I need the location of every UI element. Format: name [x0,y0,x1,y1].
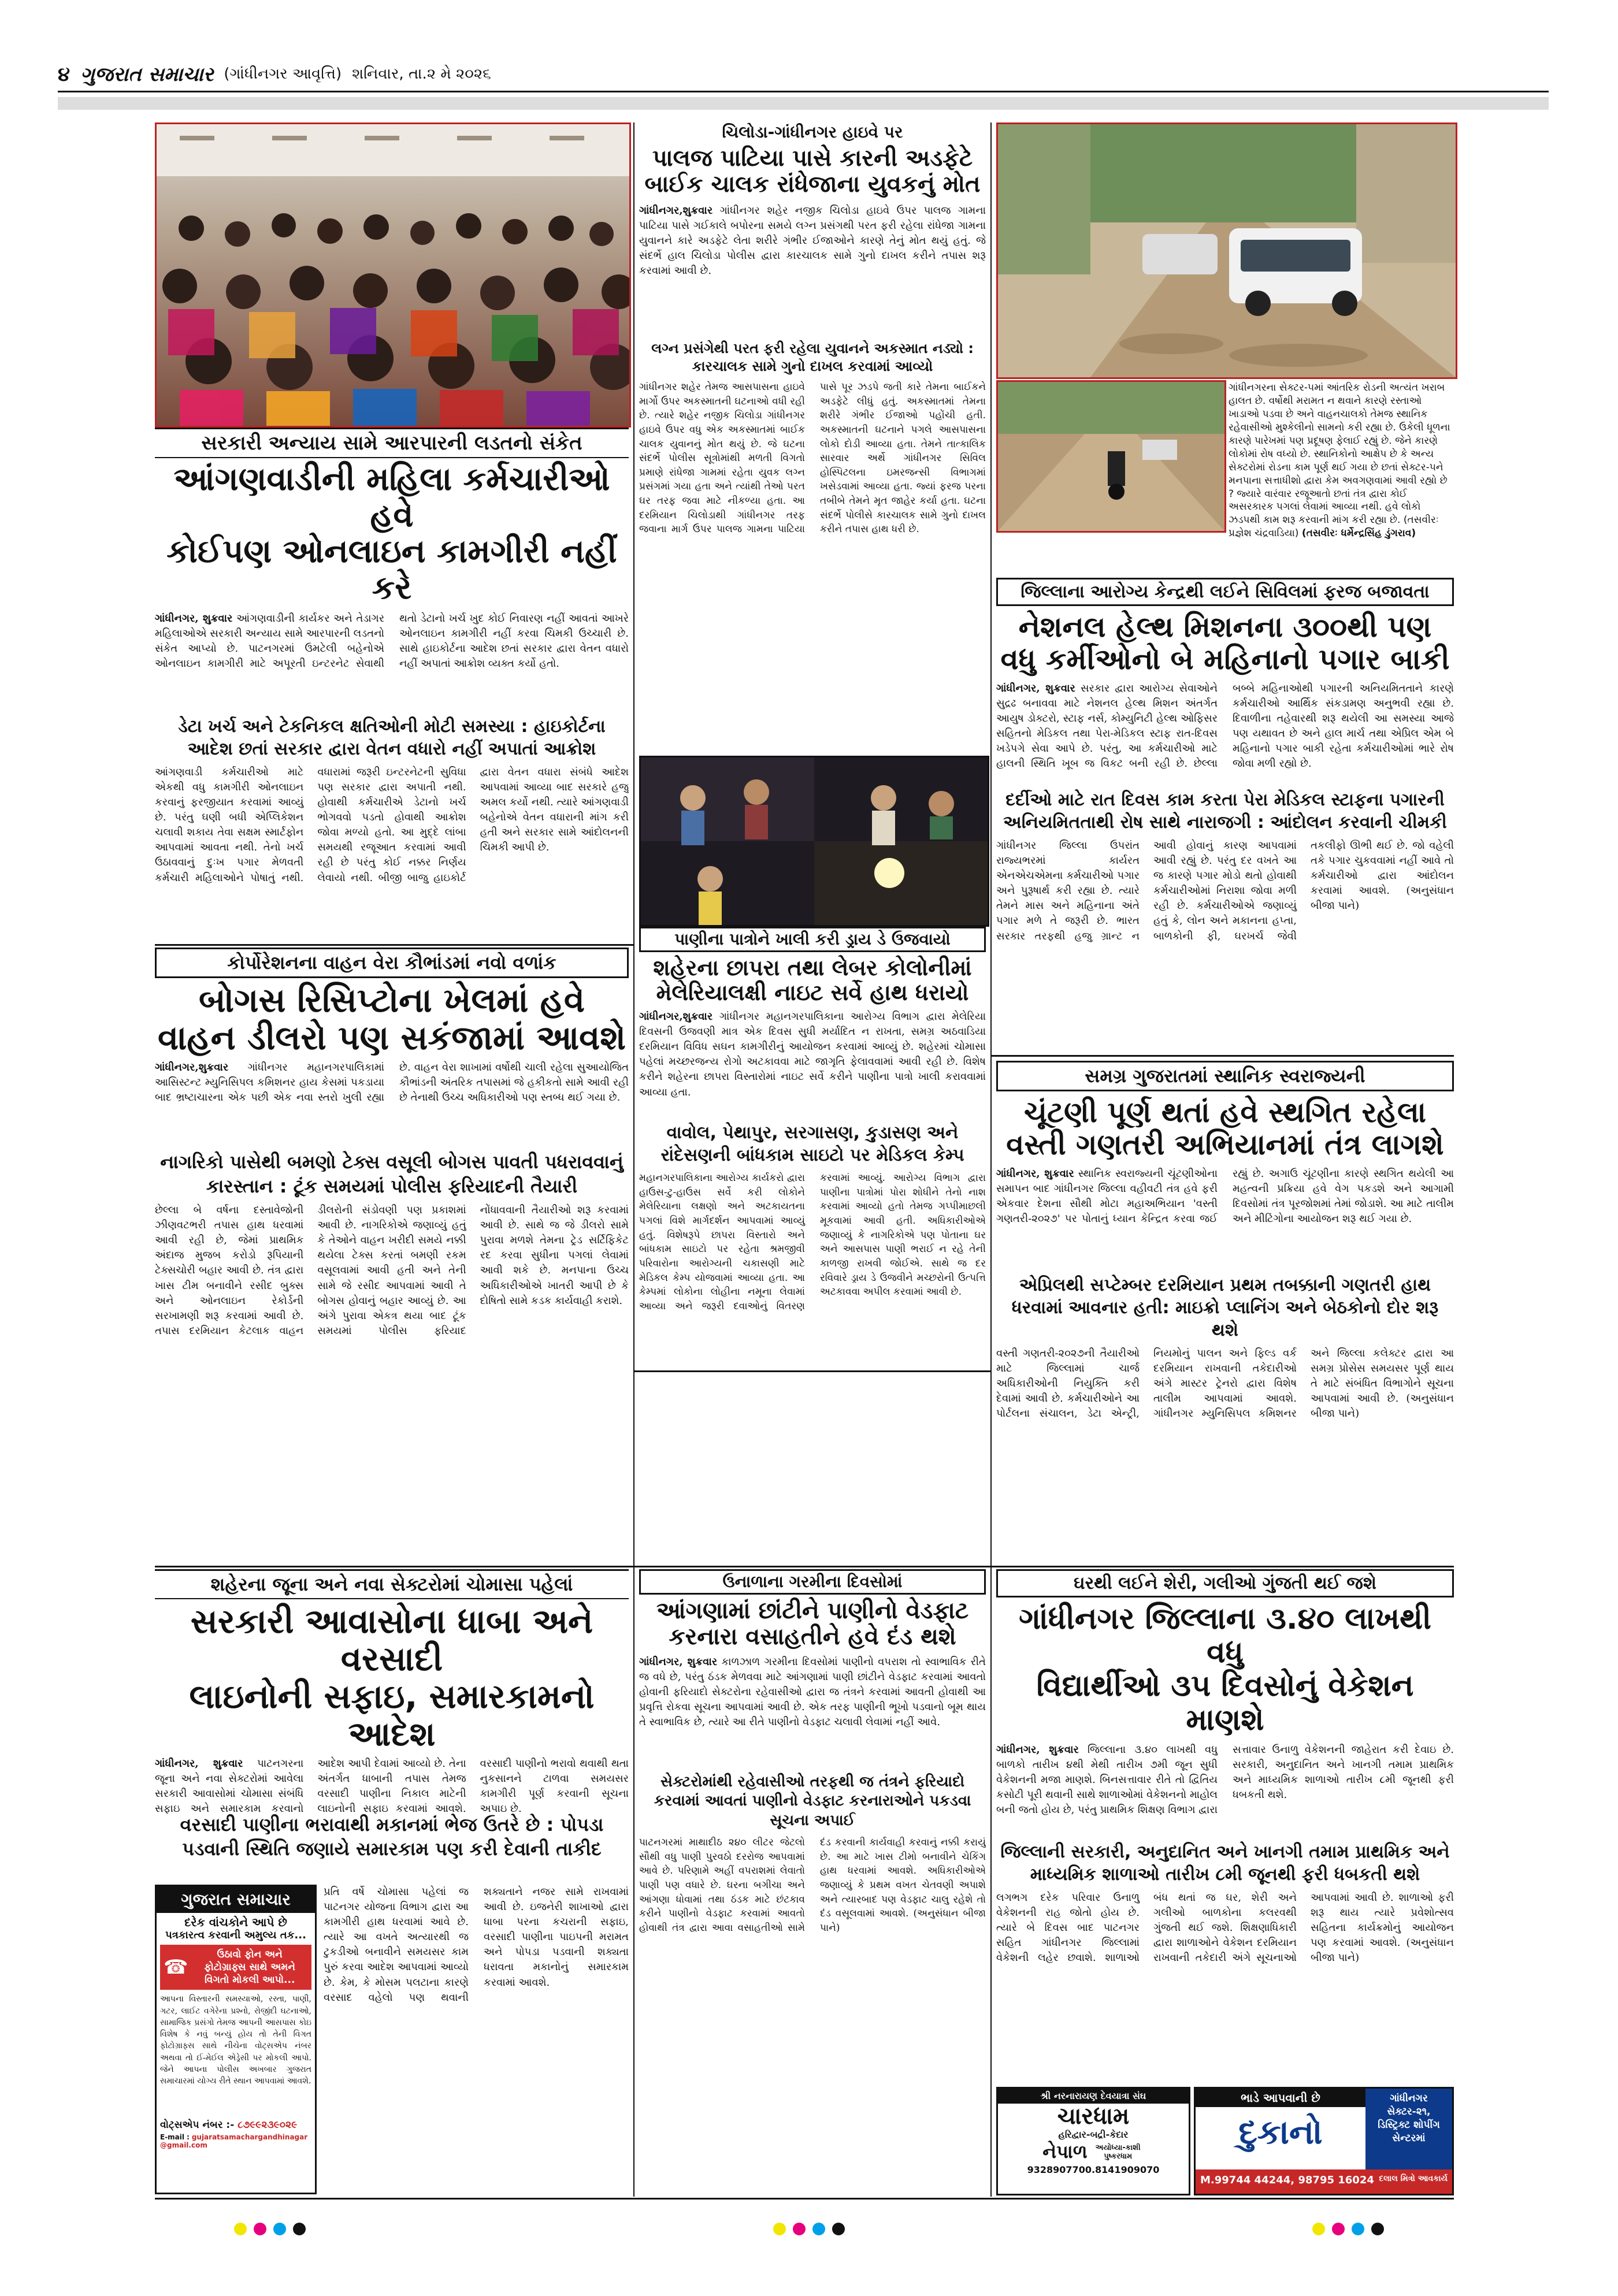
registration-dot [793,2223,806,2235]
promo-box [155,1885,317,2194]
anganwadi-subhead: ડેટા ખર્ચ અને ટેકનિકલ ક્ષતિઓની મોટી સમસ્યા : હાઇકોર્ટના આદેશ છતાં સરકાર દ્વારા વેતન વધારો નહીં અપાતાં આક્રોશ [178,716,606,759]
accident-headline-2: બાઈક ચાલક રાંધેજાના યુવકનું મોત [644,170,981,198]
malaria-headline-1: શહેરના છાપરા તથા લેબર કોલોનીમાં [653,955,972,980]
housing-subhead-block [155,1813,629,1882]
column-rule [990,122,992,2197]
promo-body: આપના વિસ્તારની સમસ્યાઓ, રસ્તા, પાણી, ગટર, લાઈટ વગેરેના પ્રશ્નો, રોજીંદી ઘટનાઓ, સામાજિક પ્રસંગો તેમજ આપની આસપાસ કોઇ વિશેષ કે નવું બન્યું હોય તો તેની વિગત ફોટોગ્રાફ્સ સાથે નીચેના વોટ્સએપ નંબર અથવા તો ઈ-મેઈલ એડ્રેસી પર મોકલી આપો. જેને આપના પોલીસ અખબાર ગુજરાત સમાચારમાં યોગ્ય રીતે સ્થાન આપવામાં આવશે. [160,1994,311,2086]
registration-dots-left [231,2223,309,2238]
malaria-story [639,927,986,1366]
shops-location-1: ગાંધીનગર [1390,2093,1428,2104]
promo-whatsapp-label: વોટ્સએપ નંબર :- [160,2119,235,2131]
water-headline-1: આંગણામાં છાંટીને પાણીનો વેડફાટ [656,1597,969,1624]
census-kicker: સમગ્ર ગુજરાતમાં સ્થાનિક સ્વરાજ્યની [996,1061,1454,1091]
shops-location-2: સેક્ટર-૨૧, [1387,2105,1431,2117]
census-body-2: વસ્તી ગણતરી-૨૦૨૭ની તૈયારીઓ માટે જિલ્લામાં ચાર્જ અધિકારીઓની નિયુક્તિ કરી દેવામાં આવી છે. કર્મચારીઓને આ પોર્ટલના સંચાલન, ડેટા એન્ટ્રી, નિયમોનું પાલન અને ફિલ્ડ વર્ક દરમિયાન રાખવાની તકેદારીઓ અંગે માસ્ટર ટ્રેનરો દ્વારા વિશેષ તાલીમ આપવામાં આવશે. ગાંધીનગર મ્યુનિસિપલ કમિશનર અને જિલ્લા કલેક્ટર દ્વારા આ સમગ્ર પ્રોસેસ સમયસર પૂર્ણ થાય તે માટે સંબંધિત વિભાગોને સૂચના આપવામાં આવી છે. (અનુસંધાન બીજા પાને) [996,1347,1454,1420]
census-body: સ્થાનિક સ્વરાજ્યની ચૂંટણીઓના સમાપન બાદ ગાંધીનગર જિલ્લા વહીવટી તંત્ર હવે ફરી એકવાર દેશના સૌથી મોટા મહાઅભિયાન 'વસ્તી ગણતરી-૨૦૨૭' પર પોતાનું ધ્યાન કેન્દ્રિત કરવા જઈ રહ્યું છે. અગાઉ ચૂંટણીના કારણે સ્થગિત થયેલી આ મહત્વની પ્રક્રિયા હવે વેગ પકડશે અને આગામી દિવસોમાં તંત્ર પૂરજોશમાં તેમાં જોડાશે. આ માટે તાલીમ અને મીટિંગોના આયોજન શરૂ થઈ ગયા છે. [996,1168,1454,1225]
shops-note: દલાલ મિત્રો આવકાર્ય [1379,2174,1448,2183]
promo-call-box [160,1945,311,1990]
section-rule [155,944,633,946]
nhm-body-2: ગાંધીનગર જિલ્લા ઉપરાંત રાજ્યભરમાં કાર્યરત એનએચએમના કર્મચારીઓ પગાર અને પુરૂષાર્થ કરી રહ્યા છે. ત્યારે તેમને માસ અને મહિનાના અંતે પગાર મળે તે જરૂરી છે. ભારત સરકાર તરફથી હજુ ગ્રાન્ટ ન આવી હોવાનું કારણ આપવામાં આવી રહ્યું છે. પરંતુ દર વખતે આ જ કારણે પગાર મોડો થતો હોવાથી કર્મચારીઓમાં નિરાશા જોવા મળી રહી છે. કર્મચારીઓએ જણાવ્યું હતું કે, લોન અને મકાનના હપ્તા, બાળકોની ફી, ઘરખર્ચ જેવી તકલીફો ઊભી થઈ છે. જો વહેલી તકે પગાર ચુકવવામાં નહીં આવે તો કર્મચારીઓ દ્વારા આંદોલન કરવામાં આવશે. (અનુસંધાન બીજા પાને) [996,839,1454,942]
malaria-body: ગાંધીનગર મહાનગરપાલિકાના આરોગ્ય વિભાગ દ્વારા મેલેરિયા દિવસની ઉજવણી માત્ર એક દિવસ સુધી મર્યાદિત ન રાખતા, સમગ્ર અઠવાડિયા દરમિયાન વિવિધ સઘન કામગીરીનું આયોજન કરવામાં આવ્યું છે. શહેરમાં ચોમાસા પહેલાં મચ્છરજન્ય રોગો અટકાવવા માટે જાગૃતિ ફેલાવવામાં આવી રહી છે. વિશેષ કરીને શહેરના છાપરા વિસ્તારોમાં નાઇટ સર્વે કરીને પાણીના પાત્રો ખાલી કરાવવામાં આવ્યા હતા. [639,1010,986,1098]
water-body: કાળઝાળ ગરમીના દિવસોમાં પાણીનો વપરાશ તો સ્વાભાવિક રીતે જ વધે છે, પરંતુ ઠંડક મેળવવા માટે આંગણામાં પાણી છાંટીને વેડફાટ કરવામાં આવતો હોવાની ફરિયાદો સેક્ટરોના રહેવાસીઓ દ્વારા જ તંત્રને કરવામાં આવતી હોવાથી આ પ્રવૃત્તિ રોકવા સૂચના આપવામાં આવી છે. એક તરફ પાણીની ભૂખો પડવાનો બૂમ થાય તે સ્વાભાવિક છે, ત્યારે આ રીતે પાણીનો વેડફાટ ચલાવી લેવામાં નહીં આવે. [639,1655,986,1728]
section-rule [155,1566,1454,1567]
accident-subhead: લગ્ન પ્રસંગેથી પરત ફરી રહેલા યુવાનને અકસ્માત નડ્યો : કારચાલક સામે ગુનો દાખલ કરવામાં આવ્યો [651,340,974,374]
promo-call-1: ઉઠાવો ફોન અને [217,1949,283,1960]
water-dateline: ગાંધીનગર, શુક્રવાર [639,1655,718,1668]
registration-dot [1352,2223,1364,2235]
chardham-top-line: શ્રી નરનારાયણ દેવયાત્રા સંઘ [998,2089,1189,2104]
housing-kicker: શહેરના જૂના અને નવા સેક્ટરોમાં ચોમાસા પહેલાં [155,1569,629,1599]
housing-body: પાટનગરના જૂના અને નવા સેક્ટરોમાં આવેલા સરકારી આવાસોમાં ચોમાસા સંબંધિ સફાઇ અને સમારકામ કરવાનો આદેશ આપી દેવામાં આવ્યો છે. તેના અંતર્ગત ધાબાની તપાસ તેમજ વરસાદી પાણીના નિકાલ માટેની લાઇનોની સફાઇ કરવામાં આવશે. વરસાદી પાણીનો ભરાવો થવાથી થતા નુકસાનને ટાળવા સમયસર કામગીરી પૂર્ણ કરવાની સૂચના અપાઇ છે. [155,1757,629,1815]
vacation-headline-1: ગાંધીનગર જિલ્લાના ૩.૪૦ લાખથી વધુ [1019,1602,1431,1670]
column-rule [633,122,634,2197]
bogus-body-2: છેલ્લા બે વર્ષના દસ્તાવેજોની ઝીણવટભરી તપાસ હાથ ધરવામાં આવી રહી છે, જેમાં પ્રાથમિક અંદાજ મુજબ કરોડો રૂપિયાની ટેક્સચોરી બહાર આવી છે. તંત્ર દ્વારા ખાસ ટીમ બનાવીને રસીદ બુક્સ અને ઓનલાઇન રેકોર્ડની સરખામણી શરૂ કરવામાં આવી છે. તપાસ દરમિયાન કેટલાક વાહન ડીલરોની સંડોવણી પણ પ્રકાશમાં આવી છે. નાગરિકોએ જણાવ્યું હતું કે તેઓને વાહન ખરીદી સમયે નક્કી થયેલા ટેક્સ કરતાં બમણી રકમ વસૂલવામાં આવી હતી અને તેની સામે જે રસીદ આપવામાં આવી તે બોગસ હોવાનું બહાર આવ્યું છે. આ અંગે પુરાવા એકત્ર થયા બાદ ટૂંક સમયમાં પોલીસ ફરિયાદ નોંધાવવાની તૈયારીઓ શરૂ કરવામાં આવી છે. સાથે જ જે ડીલરો સામે પુરાવા મળશે તેમના ટ્રેડ સર્ટિફિકેટ રદ કરવા સુધીના પગલાં લેવામાં આવી શકે છે. મનપાના ઉચ્ચ અધિકારીઓએ ખાતરી આપી છે કે દોષિતો સામે કડક કાર્યવાહી કરાશે. [155,1204,629,1337]
registration-dot [832,2223,845,2235]
shops-rent-ad [1194,2087,1454,2195]
accident-body-2: ગાંધીનગર શહેર તેમજ આસપાસના હાઇવે માર્ગો ઉપર અકસ્માતની ઘટનાઓ વધી રહી છે. ત્યારે શહેર નજીક ચિલોડા ગાંધીનગર હાઇવે ઉપર વધુ એક અકસ્માતમાં બાઈક ચાલક યુવાનનું મોત થયું છે. જે ઘટના સંદર્ભે પોલીસ સૂત્રોમાંથી મળતી વિગતો પ્રમાણે રાંધેજા ગામમાં રહેતા યુવક લગ્ન પ્રસંગમાં ગયા હતા અને ત્યાંથી તેઓ પરત ઘર તરફ જવા માટે નીકળ્યા હતા. આ દરમિયાન ચિલોડાથી ગાંધીનગર તરફ જવાના માર્ગ ઉપર પાલજ ગામના પાટિયા પાસે પૂર ઝડપે જતી કારે તેમના બાઈકને અડફેટે લીધું હતું. અકસ્માતમાં તેમના શરીરે ગંભીર ઈજાઓ પહોંચી હતી. અકસ્માતની ઘટનાને પગલે આસપાસના લોકો દોડી આવ્યા હતા. તેમને તાત્કાલિક સારવાર અર્થે ગાંધીનગર સિવિલ હોસ્પિટલના ઇમરજન્સી વિભાગમાં ખસેડવામાં આવ્યા હતા. જ્યાં ફરજ પરના તબીબે તેમને મૃત જાહેર કર્યા હતા. ઘટના સંદર્ભે પોલીસે કારચાલક સામે ગુનો દાખલ કરીને તપાસ હાથ ધરી છે. [639,381,986,536]
nhm-subhead: દર્દીઓ માટે રાત દિવસ કામ કરતા પેરા મેડિકલ સ્ટાફના પગારની અનિયમિતતાથી રોષ સાથે નારાજગી : આંદોલન કરવાની ચીમકી [1003,790,1447,833]
nhm-body: સરકાર દ્વારા આરોગ્ય સેવાઓને સુદ્રઢ બનાવવા માટે નેશનલ હેલ્થ મિશન અંતર્ગત આયુષ ડોક્ટરો, સ્ટાફ નર્સ, કોમ્યુનિટી હેલ્થ ઓફિસર સહિતનો મેડિકલ તથા પેરા-મેડિકલ સ્ટાફ રાત-દિવસ ખડેપગે સેવા આપે છે. પરંતુ, આ કર્મચારીઓ માટે હાલની સ્થિતિ ખૂબ જ વિકટ બની રહી છે. છેલ્લા બબ્બે મહિનાઓથી પગારની અનિયમિતતાને કારણે કર્મચારીઓ આર્થિક સંકડામણ અનુભવી રહ્યા છે. દિવાળીના તહેવારથી શરૂ થયેલી આ સમસ્યા આજે પણ યથાવત છે અને હાલ માર્ચ તથા એપ્રિલ એમ બે મહિનાનો પગાર બાકી રહેતા કર્મચારીઓમાં ભારે રોષ જોવા મળી રહ્યો છે. [996,682,1454,770]
chardham-subtitle: હરિદ્વાર-બદ્રી-કેદાર [1058,2129,1129,2140]
registration-dot [254,2223,266,2235]
shops-phone: M.99744 44244, 98795 16024 [1200,2174,1374,2186]
anganwadi-protest-photo [155,122,631,428]
section-rule [992,1055,1454,1057]
bogus-kicker: કોર્પોરેશનના વાહન વેરા કૌભાંડમાં નવો વળાંક [155,948,629,978]
promo-tagline-1: દરેક વાંચકોને આપે છે [184,1915,287,1929]
promo-paper-name: ગુજરાત સમાચાર [157,1886,315,1913]
vacation-body: જિલ્લાના ૩.૪૦ લાખથી વધુ બાળકો તારીખ ૪થી મેથી તારીખ ૭મી જૂન સુધી વેકેશનની મજા માણશે. બિનસત્તાવાર રીતે તો દ્વિતિય કસોટી પૂરી થવાની સાથે શાળાઓમાં વેકેશનનો માહોલ બની જતો હોય છે, પરંતુ પ્રાથમિક શિક્ષણ વિભાગ દ્વારા સત્તાવાર ઉનાળુ વેકેશનની જાહેરાત કરી દેવાઇ છે. સરકારી, અનુદાનિત અને ખાનગી તમામ પ્રાથમિક અને માધ્યમિક શાળાઓ તારીખ ૮મી જૂનથી ફરી ધબકતી થશે. [996,1743,1454,1816]
shops-location-3: ડિસ્ટ્રિક્ટ શોપીંગ [1378,2119,1440,2131]
bogus-receipt-story [155,948,629,1565]
chardham-phone: 9328907700.8141909070 [1027,2164,1160,2175]
bogus-subhead: નાગરિકો પાસેથી બમણો ટેક્સ વસૂલી બોગસ પાવતી પધરાવવાનું કારસ્તાન : ટૂંક સમયમાં પોલીસ ફરિયાદની તૈયારી [160,1150,624,1197]
housing-headline-1: સરકારી આવાસોના ધાબા અને વરસાદી [190,1602,593,1678]
promo-call-2: ફોટોગ્રાફ્સ સાથે અમને [204,1961,295,1974]
accident-body: ગાંધીનગર શહેર નજીક ચિલોડા હાઇવે ઉપર પાલજ ગામના પાટિયા પાસે ગઈકાલે બપોરના સમયે લગ્ન પ્રસંગથી પરત ફરી રહેલા રાંધેજા ગામના યુવાનને કારે અડફેટે લેતા શરીરે ગંભીર ઈજાઓને કારણે તેનું મોત થયું હતું. જે સંદર્ભે હાલ ચિલોડા પોલીસ દ્વારા કારચાલક સામે ગુનો દાખલ કરીને તપાસ શરૂ કરવામાં આવી છે. [639,204,986,277]
issue-date: શનિવાર, તા.૨ મે ૨૦૨૬ [352,65,491,83]
registration-dot [773,2223,786,2235]
chardham-ad [996,2087,1190,2195]
census-headline-2: વસ્તી ગણતરી અભિયાનમાં તંત્ર લાગશે [1006,1128,1444,1161]
vacation-kicker: ઘરથી લઈને શેરી, ગલીઓ ગુંજતી થઈ જશે [996,1569,1454,1597]
malaria-headline-2: મેલેરિયાલક્ષી નાઇટ સર્વે હાથ ધરાયો [656,979,969,1005]
malaria-kicker: પાણીના પાત્રોને ખાલી કરી ડ્રાય ડે ઉજવાયો [639,927,986,952]
census-story [996,1061,1454,1484]
water-kicker: ઉનાળાના ગરમીના દિવસોમાં [639,1569,986,1595]
promo-call-3: વિગતો મોકલી આપો... [204,1974,295,1986]
sector5-road-credit: (તસવીરઃ ધર્મેન્દ્રસિંહ ડુંગરાવ) [1301,527,1416,540]
paper-name: ગુજરાત સમાચાર [80,62,214,86]
vacation-body-2: લગભગ દરેક પરિવાર ઉનાળુ વેકેશનની રાહ જોતો હોય છે. ત્યારે બે દિવસ બાદ પાટનગર સહિત ગાંધીનગર જિલ્લામાં વેકેશની લહેર છવાશે. શાળાઓ બંધ થતાં જ ઘર, શેરી અને ગલીઓ બાળકોના કલરવથી ગુંજતી થઈ જશે. શિક્ષણાધિકારી દ્વારા શાળાઓને વેકેશન દરમિયાન રાખવાની તકેદારી અંગે સૂચનાઓ આપવામાં આવી છે. શાળાઓ ફરી શરૂ થાય ત્યારે પ્રવેશોત્સવ સહિતના કાર્યક્રમોનું આયોજન પણ કરવામાં આવશે. (અનુસંધાન બીજા પાને) [996,1891,1454,1964]
water-wastage-story [639,1569,986,2164]
accident-story [639,122,986,751]
registration-dots-right [1309,2223,1387,2238]
shops-top-label: ભાડે આપવાની છે [1196,2089,1365,2107]
chardham-title-2: નેપાળ [1042,2141,1088,2163]
nhm-dateline: ગાંધીનગર, શુક્રવાર [996,682,1075,694]
bogus-dateline: ગાંધીનગર,શુક્રવાર [155,1061,229,1073]
anganwadi-dateline: ગાંધીનગર, શુક્રવાર [155,612,233,625]
anganwadi-story [155,428,629,943]
anganwadi-kicker: સરકારી અન્યાય સામે આરપારની લડતનો સંકેત [155,428,629,458]
registration-dot [1371,2223,1384,2235]
shops-location-4: સેન્ટરમાં [1392,2132,1426,2144]
chardham-subtitle-2: અયોધ્યા-કાશી પુષ્કરધામ [1095,2143,1141,2161]
malaria-dateline: ગાંધીનગર,શુક્રવાર [639,1010,713,1023]
accident-headline-1: પાલજ પાટિયા પાસે કારની અડફેટે [652,145,973,172]
sector5-road-caption: ગાંધીનગરના સેક્ટર-૫માં આંતરિક રોડની અત્યંત ખરાબ હાલત છે. વર્ષોથી મરામત ન થવાને કારણે રસ્તાઓ ખાડાઓ પડવા છે અને વાહનચાલકો તેમજ સ્થાનિક રહેવાસીઓ મુશ્કેલીનો સામનો કરી રહ્યા છે. ઉકેલી ધૂળના કારણે પારેખમાં પણ પ્રદૂષણ ફેલાઈ રહ્યું છે. જેને કારણે લોકોમાં રોષ વધ્યો છે. સ્થાનિકોનો આક્ષેપ છે કે અન્ય સેક્ટરોમાં રોડના કામ પૂર્ણ થઈ ગયા છે છતાં સેક્ટર-૫ને મનપાના સત્તાધીશો દ્વારા કેમ અવગણવામાં આવી રહ્યો છે ? જ્યારે વારંવાર રજૂઆતો છતાં તંત્ર દ્વારા કોઈ અસરકારક પગલાં લેવામાં આવ્યા નથી. હવે લોકો ઝડપથી કામ શરૂ કરવાની માંગ કરી રહ્યા છે. (તસવીરઃ પ્રજ્ઞેશ ચંદ્રવાડિયા) (તસવીરઃ ધર્મેન્દ્રસિંહ ડુંગરાવ) [1229,382,1450,540]
registration-dot [273,2223,286,2235]
malaria-body-2: મહાનગરપાલિકાના આરોગ્ય કાર્યકરો દ્વારા હાઉસ-ટુ-હાઉસ સર્વે કરી લોકોને મેલેરિયાના લક્ષણો અને અટકાયતના પગલાં વિશે માર્ગદર્શન આપવામાં આવ્યું હતું. વિશેષરૂપે છાપરા વિસ્તારો અને બાંધકામ સાઇટો પર રહેતા શ્રમજીવી પરિવારોના આરોગ્યની ચકાસણી માટે મેડિકલ કેમ્પ યોજવામાં આવ્યા હતા. આ કેમ્પમાં લોકોના લોહીના નમૂના લેવામાં આવ્યા અને જરૂરી દવાઓનું વિતરણ કરવામાં આવ્યું. આરોગ્ય વિભાગ દ્વારા પાણીના પાત્રોમાં પોરા શોધીને તેનો નાશ કરવામાં આવ્યો હતો તેમજ ગપ્પીમાછલી મૂકવામાં આવી હતી. અધિકારીઓએ જણાવ્યું કે નાગરિકોએ પણ પોતાના ઘર અને આસપાસ પાણી ભરાઈ ન રહે તેની કાળજી રાખવી જોઈએ. સાથે જ દર રવિવારે ડ્રાય ડે ઉજવીને મચ્છરોની ઉત્પત્તિ અટકાવવા અપીલ કરવામાં આવી છે. [639,1172,986,1312]
registration-dot [293,2223,306,2235]
edition: (ગાંધીનગર આવૃત્તિ) [224,65,342,83]
masthead [58,58,1549,92]
bogus-body: ગાંધીનગર મહાનગરપાલિકામાં આસિસ્ટન્ટ મ્યુનિસિપલ કમિશનર હાય કેસમાં પકડાયા બાદ ભ્રષ્ટાચારના એક પછી એક નવા સ્તરો ખુલી રહ્યા છે. વાહન વેરા શાખામાં વર્ષોથી ચાલી રહેલા સુઆયોજિત કૌભાંડની અંતરિક તપાસમાં જે હકીકતો સામે આવી રહી છે તેનાથી ઉચ્ચ અધિકારીઓ પણ સ્તબ્ધ થઈ ગયા છે. [155,1061,629,1104]
section-rule [634,1370,990,1372]
promo-tagline-2: પત્રકારત્વ કરવાની અમુલ્ય તક... [165,1929,306,1941]
housing-body-2: પ્રતિ વર્ષે ચોમાસા પહેલાં જ પાટનગર યોજના વિભાગ દ્વારા આ કામગીરી હાથ ધરવામાં આવે છે. ત્યારે આ વખતે અત્યારથી જ ટુકડીઓ બનાવીને સમયસર કામ પુરું કરવા આદેશ આપવામાં આવ્યો છે. કેમ, કે મોસમ પલટાના કારણે વરસાદ વહેલો પણ થવાની શક્યતાને નજર સામે રાખવામાં આવી છે. ઇજનેરી શાખાઓ દ્વારા ધાબા પરના કચરાની સફાઇ, વરસાદી પાણીના પાઇપની મરામત અને પોપડા પડવાની શક્યતા ધરાવતા મકાનોનું સમારકામ કરવામાં આવશે. [324,1886,629,2004]
registration-dot [1332,2223,1345,2235]
vacation-headline-2: વિદ્યાર્થીઓ ૩૫ દિવસોનું વેકેશન માણશે [1036,1669,1414,1737]
census-subhead: એપ્રિલથી સપ્ટેમ્બર દરમિયાન પ્રથમ તબક્કાની ગણતરી હાથ ધરવામાં આવનાર હતી: માઇક્રો પ્લાનિંગ અને બેઠકોનો દોર શરૂ થશે [1011,1275,1439,1340]
water-headline-2: કરનારા વસાહતીને હવે દંડ થશે [669,1623,956,1650]
phone-icon: ☎ [164,1956,188,1979]
anganwadi-headline-2: કોઈપણ ઓનલાઇન કામગીરી નહીં કરે [166,533,617,607]
bogus-headline-2: વાહન ડીલરો પણ સકંજામાં આવશે [158,1017,626,1057]
malaria-survey-photo [639,756,989,927]
water-body-2: પાટનગરમાં માથાદીઠ ૨૪૦ લીટર જેટલો સૌથી વધુ પાણી પુરવઠો દરરોજ આપવામાં આવે છે. પરિણામે અહીં વપરાશમાં લેવાતો પાણી પણ વધારે છે. ઘરના બગીચા અને આંગણા ધોવામાં તથા ઠંડક માટે છંટકાવ કરીને પાણીનો વેડફાટ કરવામાં આવતો હોવાથી તંત્ર દ્વારા આવા વસાહતીઓ સામે દંડ કરવાની કાર્યવાહી કરવાનું નક્કી કરાયું છે. આ માટે ખાસ ટીમો બનાવીને ચેકિંગ હાથ ધરવામાં આવશે. અધિકારીઓએ જણાવ્યું કે પ્રથમ વખત ચેતવણી અપાશે અને ત્યારબાદ પણ વેડફાટ ચાલુ રહેશે તો દંડ વસૂલવામાં આવશે. (અનુસંધાન બીજા પાને) [639,1836,986,1934]
housing-subhead: વરસાદી પાણીના ભરાવાથી મકાનમાં ભેજ ઉતરે છે : પોપડા પડવાની સ્થિતિ જણાયે સમારકામ પણ કરી દેવાની તાકીદ [180,1814,604,1860]
anganwadi-body: આંગણવાડીની કાર્યકર અને તેડાગર મહિલાઓએ સરકારી અન્યાય સામે આરપારની લડતનો સંકેત આપ્યો છે. પાટનગરમાં ઉમટેલી બહેનોએ ઓનલાઇન કામગીરી માટે અપૂરતી ઇન્ટરનેટ સેવાથી થતો ડેટાનો ખર્ચ ખુદ કોઈ નિવારણ નહીં આવતાં આખરે ઓનલાઇન કામગીરી નહીં કરવા ચિમકી ઉચ્ચારી છે. સાથે હાઇકોર્ટના આદેશ છતાં સરકાર દ્વારા વેતન વધારો નહીં અપાતાં આક્રોશ વ્યક્ત કર્યો હતો. [155,612,629,670]
nhm-headline-1: નેશનલ હેલ્થ મિશનના ૩૦૦થી પણ [1018,610,1432,644]
vacation-dateline: ગાંધીનગર, શુક્રવાર [996,1743,1079,1756]
promo-email[interactable]: gujaratsamachargandhinagar@gmail.com [160,2133,308,2150]
sector5-bike-photo [996,380,1226,533]
registration-dot [234,2223,247,2235]
page-number: ૪ [58,62,70,86]
vacation-subhead: જિલ્લાની સરકારી, અનુદાનિત અને ખાનગી તમામ પ્રાથમિક અને માધ્યમિક શાળાઓ તારીખ ૮મી જૂનથી ફરી ધબકતી થશે [1000,1841,1450,1885]
shops-title: દુકાનો [1238,2112,1323,2152]
housing-dateline: ગાંધીનગર, શુક્રવાર [155,1757,243,1770]
sector5-road-photo [996,122,1457,379]
malaria-subhead: વાવોલ, પેથાપુર, સરગાસણ, કુડાસણ અને રાંદેસણની બાંધકામ સાઇટો પર મેડિકલ કેમ્પ [660,1123,964,1166]
water-subhead: સેક્ટરોમાંથી રહેવાસીઓ તરફથી જ તંત્રને ફરિયાદો કરવામાં આવતાં પાણીનો વેડફાટ કરનારાઓને પકડવા સૂચના અપાઈ [654,1773,971,1830]
vacation-story [996,1569,1454,2161]
nhm-story [996,578,1454,1052]
anganwadi-headline-1: આંગણવાડીની મહિલા કર્મચારીઓ હવે [173,460,610,534]
chardham-title: ચારધામ [1057,2103,1130,2130]
accident-dateline: ગાંધીનગર,શુક્રવાર [639,204,713,217]
nhm-headline-2: વધુ કર્મીઓનો બે મહિનાનો પગાર બાકી [1000,642,1450,676]
nhm-kicker: જિલ્લાના આરોગ્ય કેન્દ્રથી લઈને સિવિલમાં ફરજ બજાવતા [996,578,1454,606]
promo-whatsapp-number[interactable]: ૮૭૯૯૨૩૯૦૨૯ [237,2119,298,2131]
housing-headline-2: લાઇનોની સફાઇ, સમારકામનો આદેશ [189,1676,595,1753]
registration-dots-center [770,2223,848,2238]
census-headline-1: ચૂંટણી પૂર્ણ થતાં હવે સ્થગિત રહેલા [1023,1095,1427,1129]
section-rule [155,2198,1454,2200]
bogus-headline-1: બોગસ રિસિપ્ટોના ખેલમાં હવે [198,980,585,1020]
accident-kicker: ચિલોડા-ગાંધીનગર હાઇવે પર [722,122,903,142]
registration-dot [812,2223,825,2235]
promo-email-label: E-mail : [160,2133,190,2142]
registration-dot [1312,2223,1325,2235]
print-registration-marks [0,2219,1618,2242]
anganwadi-body-2: આંગણવાડી કર્મચારીઓ માટે એકથી વધુ કામગીરી ઓનલાઇન કરવાનું ફરજીયાત કરવામાં આવ્યું છે. પરંતુ ઘણી બધી એપ્લિકેશન ચલાવી શકાય તેવા સક્ષમ સ્માર્ટફોન આપવામાં આવતા નથી. તેનો ખર્ચ ઉઠાવવાનું દુઃખ પગાર મેળવતી કર્મચારી મહિલાઓને પોષાતું નથી. વધારામાં જરૂરી ઇન્ટરનેટની સુવિધા પણ સરકાર દ્વારા અપાતી નથી. હોવાથી કર્મચારીએ ડેટાનો ખર્ચ ભોગવવો પડતો હોવાથી આક્રોશ જોવા મળ્યો હતો. આ મુદ્દે લાંબા સમયથી રજૂઆત કરવામાં આવી રહી છે પરંતુ કોઈ નક્કર નિર્ણય લેવાયો નથી. બીજી બાજુ હાઇકોર્ટ દ્વારા વેતન વધારા સંબંધે આદેશ આપવામાં આવ્યા બાદ સરકારે હજુ અમલ કર્યો નથી. ત્યારે આંગણવાડી બહેનોએ વેતન વધારાની માંગ કરી હતી અને સરકાર સામે આંદોલનની ચિમકી આપી છે. [155,766,629,884]
census-dateline: ગાંધીનગર, શુક્રવાર [996,1168,1074,1180]
masthead-grey-bar [58,97,1549,110]
housing-story [155,1569,629,1815]
